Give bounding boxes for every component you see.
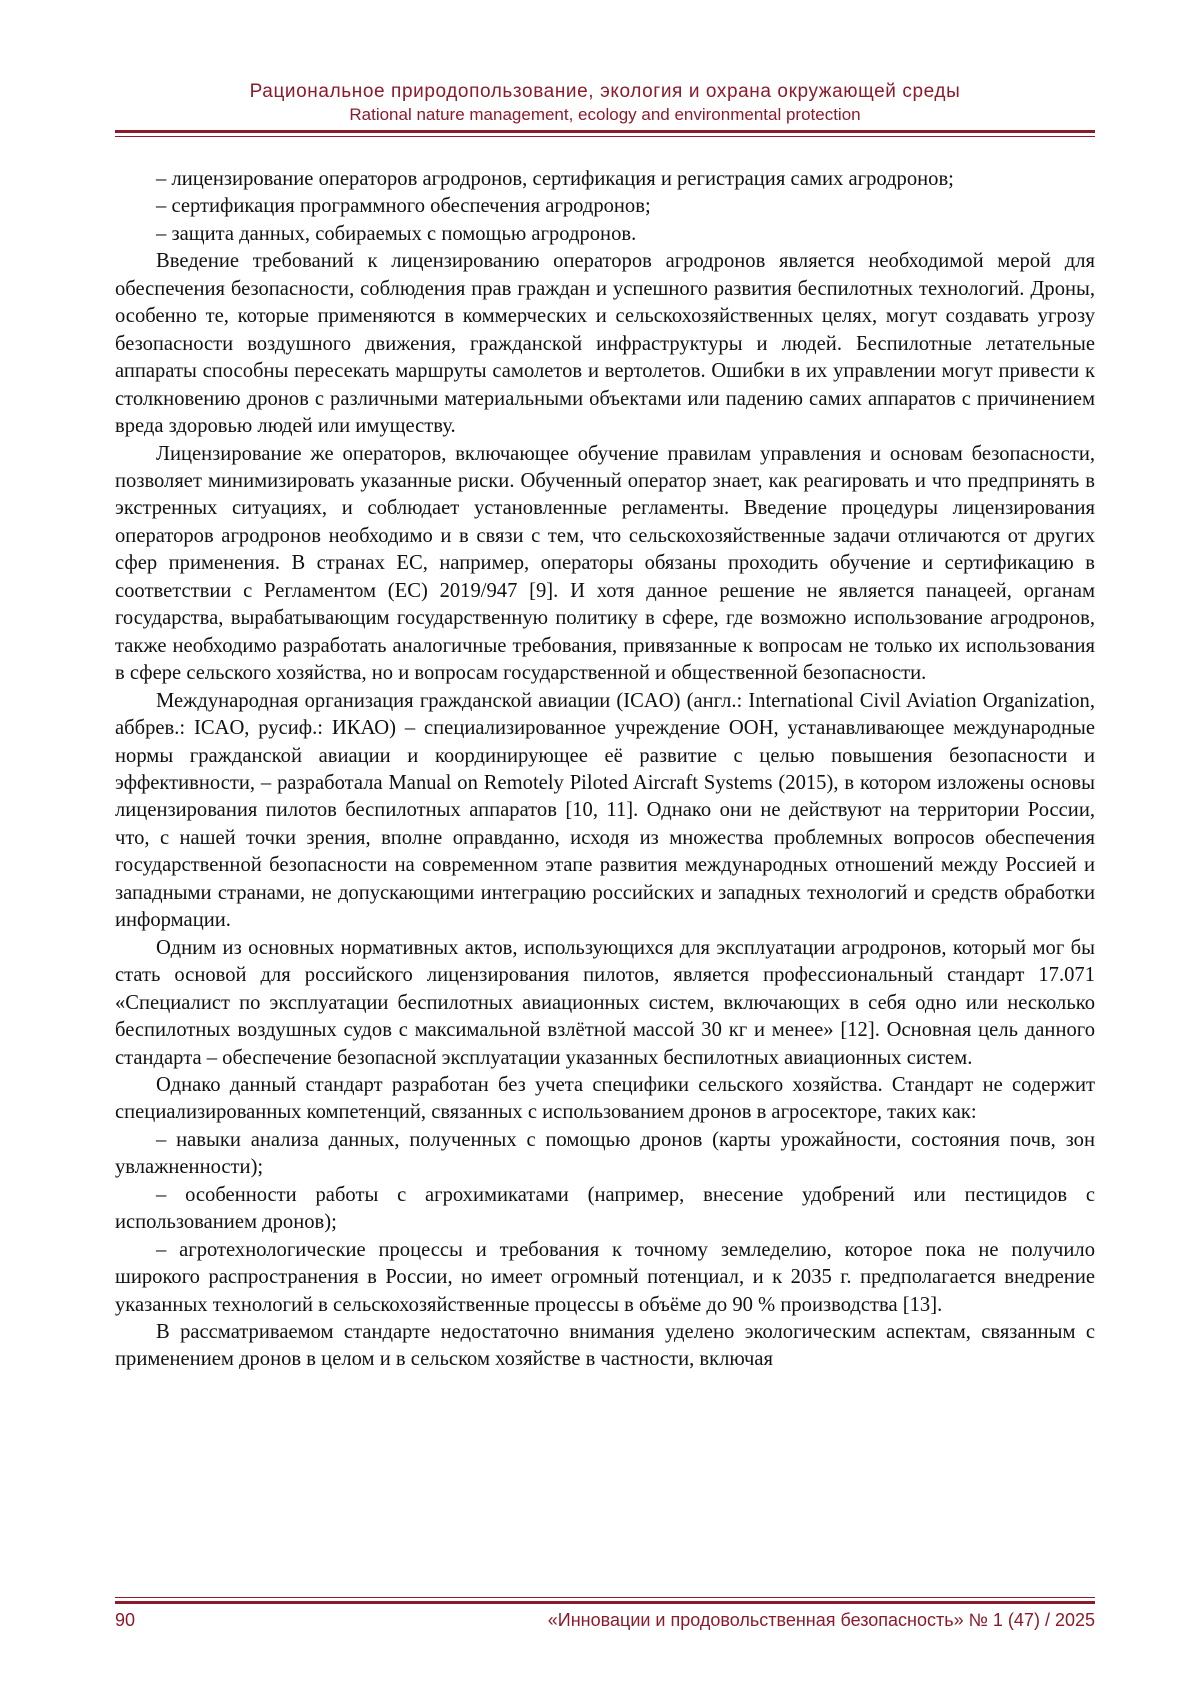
header-title-en: Rational nature management, ecology and environmental protection [349,105,861,124]
body-text [115,166,1095,1374]
paragraph-standard-limitations: Однако данный стандарт разработан без учета специфики сельского хозяйства. Стандарт не содержит специализированных компетенций, связанных с использованием дронов в агросекторе, таких как: [115,1073,1095,1124]
list-item-licensing: – лицензирование операторов агродронов, сертификация и регистрация самих агродронов; [156,168,954,190]
paragraph-ecology: В рассматриваемом стандарте недостаточно внимания уделено экологическим аспектам, связанным с применением дронов в целом и в сельском хозяйстве в частности, включая [115,1321,1095,1371]
list-item-software-certification: – сертификация программного обеспечения агродронов; [156,195,651,218]
list-item-data-protection: – защита данных, собираемых с помощью агродронов. [156,222,637,245]
paragraph-icao: Международная организация гражданской авиации (ICAO) (англ.: International Civil Aviation Organization, аббрев.: ICAO, русиф.: ИКАО) – специализированное учреждение ООН, устанавливающее международные нормы гражданской авиации и координирующее её развитие с целью повышения безопасности и эффективности, – разработала Manual on Remotely Piloted Aircraft Systems (2015), в котором изложены основы лицензирования пилотов беспилотных аппаратов [10, 11]. Однако они не действуют на территории России, что, с нашей точки зрения, вполне оправданно, исходя из множества проблемных вопросов обеспечения государственной безопасности на современном этапе развития международных отношений между Россией и западными странами, не допускающими интеграцию российских и западных технологий и средств обработки информации. [115,689,1095,932]
running-footer [115,1609,1095,1631]
footer-rule [115,1597,1095,1604]
page-number: 90 [115,1610,136,1630]
paragraph-professional-standard: Одним из основных нормативных актов, использующихся для эксплуатации агродронов, который мог бы стать основой для российского лицензирования пилотов, является профессиональный стандарт 17.071 «Специалист по эксплуатации беспилотных авиационных систем, включающих в себя одно или несколько беспилотных воздушных судов с максимальной взлётной массой 30 кг и менее» [12]. Основная цель данного стандарта – обеспечение безопасной эксплуатации указанных беспилотных авиационных систем. [115,936,1095,1069]
paragraph-operator-licensing: Лицензирование же операторов, включающее обучение правилам управления и основам безопасности, позволяет минимизировать указанные риски. Обученный оператор знает, как реагировать и что предпринять в экстренных ситуациях, и соблюдает установленные регламенты. Введение процедуры лицензирования операторов агродронов необходимо и в связи с тем, что сельскохозяйственные задачи отличаются от других сфер применения. В странах ЕС, например, операторы обязаны проходить обучение и сертификацию в соответствии с Регламентом (ЕС) 2019/947 [9]. И хотя данное решение не является панацеей, органам государства, вырабатывающим государственную политику в сфере, где возможно использование агродронов, также необходимо разработать аналогичные требования, привязанные к вопросам не только их использования в сфере сельского хозяйства, но и вопросам государственной и общественной безопасности. [115,442,1095,685]
paragraph-licensing-requirements: Введение требований к лицензированию операторов агродронов является необходимой мерой для обеспечения безопасности, соблюдения прав граждан и успешного развития беспилотных технологий. Дроны, особенно те, которые применяются в коммерческих и сельскохозяйственных целях, могут создавать угрозу безопасности воздушного движения, гражданской инфраструктуры и людей. Беспилотные летательные аппараты способны пересекать маршруты самолетов и вертолетов. Ошибки в их управлении могут привести к столкновению дронов с различными материальными объектами или падению самих аппаратов с причинением вреда здоровью людей или имуществу. [115,250,1095,438]
list-item-agrochemicals: – особенности работы с агрохимикатами (например, внесение удобрений или пестицидов с использованием дронов); [115,1183,1095,1234]
list-item-precision-farming: – агротехнологические процессы и требования к точному земледелию, которое пока не получило широкого распространения в России, но имеет огромный потенциал, и к 2035 г. предполагается внедрение указанных технологий в сельскохозяйственные процессы в объёме до 90 % производства [13]. [115,1238,1095,1316]
running-header [115,80,1095,126]
header-title-ru: Рациональное природопользование, экология и охрана окружающей среды [249,81,961,102]
header-rule [115,130,1095,137]
journal-name: «Инновации и продовольственная безопасность» № 1 (47) / 2025 [547,1610,1095,1630]
list-item-data-analysis: – навыки анализа данных, полученных с помощью дронов (карты урожайности, состояния почв, зон увлажненности); [115,1128,1095,1179]
